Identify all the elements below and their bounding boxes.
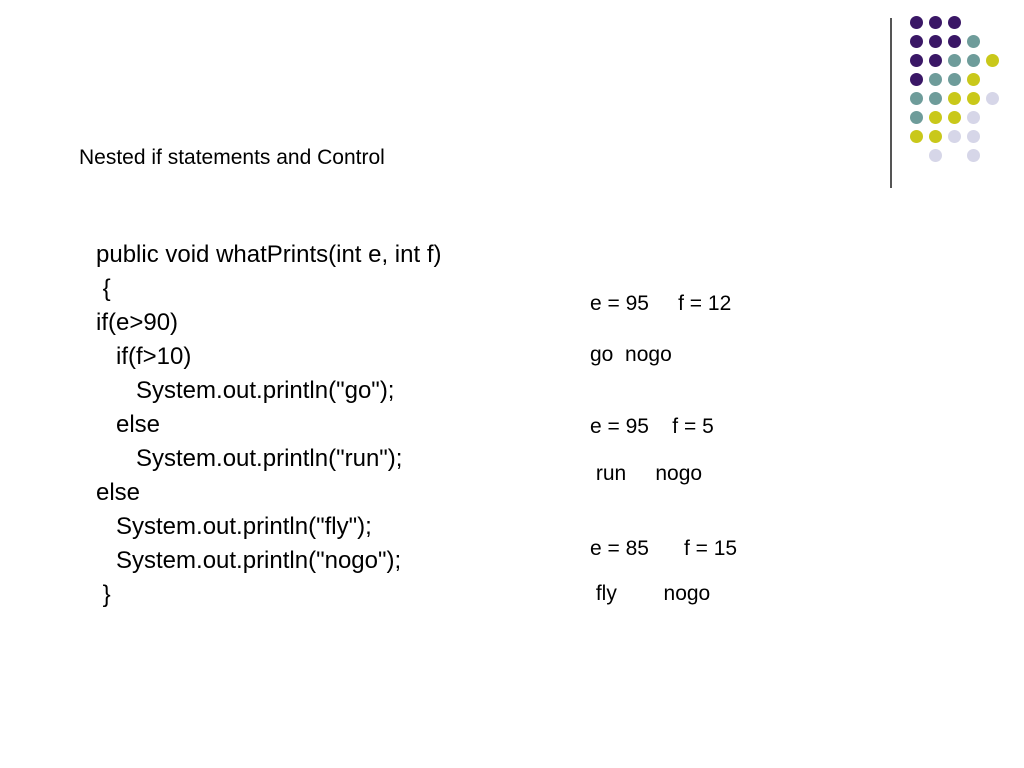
vertical-divider [890,18,892,188]
answer-output-1: go nogo [590,343,672,366]
decorative-dot [910,111,923,124]
decorative-dot-grid [910,16,1010,166]
code-block [96,238,441,612]
code-line: System.out.println("go"); [96,377,395,404]
slide-title: Nested if statements and Control [79,146,385,169]
decorative-dot [910,54,923,67]
decorative-dot [929,54,942,67]
decorative-dot [967,92,980,105]
code-line: else [96,479,141,506]
decorative-dot [929,16,942,29]
code-line: System.out.println("fly"); [96,513,372,540]
decorative-dot [910,73,923,86]
decorative-dot [967,73,980,86]
code-line: if(f>10) [96,343,192,370]
code-line: public void whatPrints(int e, int f) [96,241,442,268]
code-line: else [96,411,161,438]
decorative-dot [948,111,961,124]
decorative-dot [967,35,980,48]
answer-input-1: e = 95 f = 12 [590,292,732,315]
decorative-dot [967,149,980,162]
decorative-dot [929,111,942,124]
answer-output-3: fly nogo [590,582,711,605]
code-line: } [96,581,111,608]
code-line: { [96,275,111,302]
decorative-dot [910,35,923,48]
decorative-dot [986,92,999,105]
decorative-dot [948,35,961,48]
decorative-dot [948,92,961,105]
answer-input-3: e = 85 f = 15 [590,537,738,560]
decorative-dot [929,92,942,105]
decorative-dot [948,130,961,143]
decorative-dot [910,130,923,143]
answer-output-2: run nogo [590,462,703,485]
code-line: System.out.println("nogo"); [96,547,402,574]
decorative-dot [929,130,942,143]
decorative-dot [948,54,961,67]
decorative-dot [986,54,999,67]
answer-input-2: e = 95 f = 5 [590,415,714,438]
decorative-dot [910,92,923,105]
code-line: if(e>90) [96,309,179,336]
decorative-dot [910,16,923,29]
decorative-dot [929,73,942,86]
decorative-dot [967,130,980,143]
decorative-dot [929,149,942,162]
decorative-dot [948,16,961,29]
decorative-dot [948,73,961,86]
decorative-dot [967,54,980,67]
decorative-dot [967,111,980,124]
code-line: System.out.println("run"); [96,445,403,472]
decorative-dot [929,35,942,48]
